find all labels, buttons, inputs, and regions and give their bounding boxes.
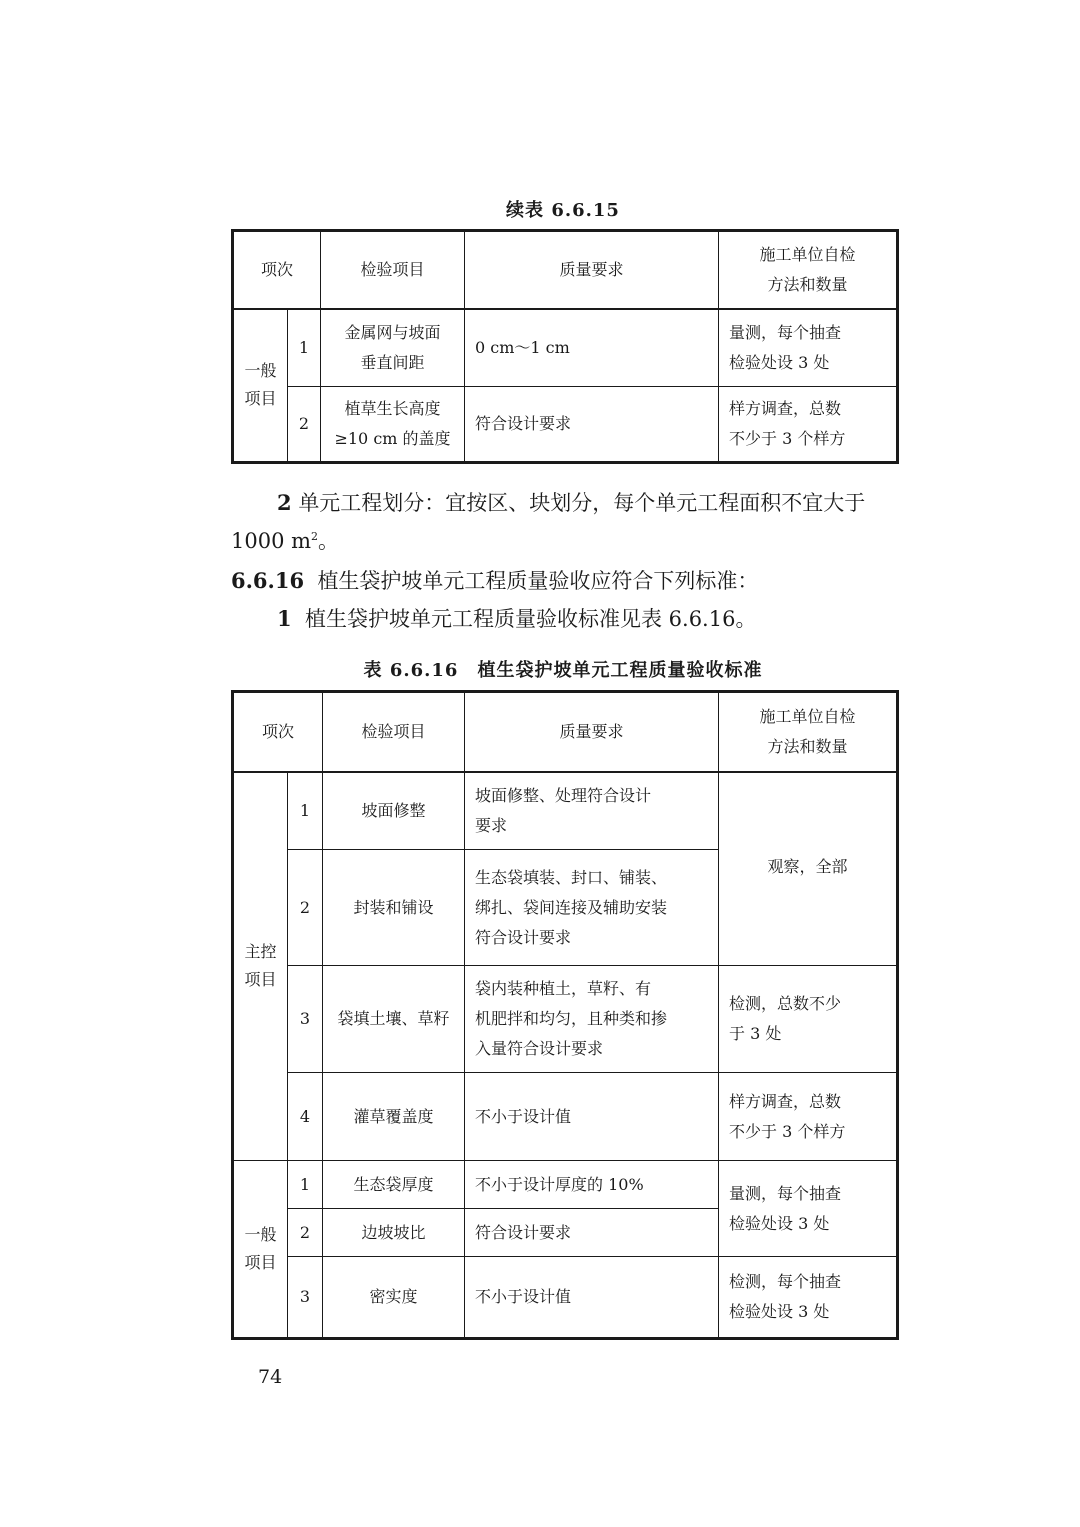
row-requirement: 袋内装种植土，草籽、有 机肥拌和均匀，且种类和掺 入量符合设计要求 (465, 966, 719, 1073)
row-method-shared: 观察，全部 (719, 772, 898, 966)
table-row (233, 1161, 898, 1209)
row-no: 2 (288, 850, 323, 966)
row-requirement: 生态袋填装、封口、铺装、 绑扎、袋间连接及辅助安装 符合设计要求 (465, 850, 719, 966)
row-method: 样方调查，总数 不少于 3 个样方 (719, 1073, 898, 1161)
table-row (233, 387, 898, 463)
header-quality-req: 质量要求 (465, 692, 719, 772)
row-requirement: 不小于设计值 (465, 1073, 719, 1161)
para-num: 1 (277, 606, 292, 631)
row-method-shared: 量测，每个抽查 检验处设 3 处 (719, 1161, 898, 1257)
paragraph-table-ref (231, 600, 897, 638)
row-no: 1 (288, 1161, 323, 1209)
row-item: 封装和铺设 (323, 850, 465, 966)
row-method: 检测，每个抽查 检验处设 3 处 (719, 1257, 898, 1339)
paragraph-clause-6-6-16 (231, 562, 897, 600)
row-no: 1 (288, 309, 321, 387)
row-item: 密实度 (323, 1257, 465, 1339)
header-quality-req: 质量要求 (465, 231, 719, 309)
row-requirement: 符合设计要求 (465, 387, 719, 463)
row-item: 袋填土壤、草籽 (323, 966, 465, 1073)
clause-num: 6.6.16 (231, 568, 305, 593)
row-method: 量测，每个抽查 检验处设 3 处 (719, 309, 898, 387)
para-text-end: 。 (318, 529, 340, 553)
row-no: 2 (288, 1209, 323, 1257)
row-requirement: 符合设计要求 (465, 1209, 719, 1257)
row-no: 1 (288, 772, 323, 850)
table1 (231, 229, 899, 464)
para-sup: 2 (311, 530, 319, 543)
row-no: 2 (288, 387, 321, 463)
row-method: 检测，总数不少 于 3 处 (719, 966, 898, 1073)
row-requirement: 不小于设计值 (465, 1257, 719, 1339)
row-requirement: 坡面修整、处理符合设计 要求 (465, 772, 719, 850)
header-item-no: 项次 (233, 692, 323, 772)
table-row (233, 772, 898, 850)
row-requirement: 0 cm～1 cm (465, 309, 719, 387)
table1-caption: 续表 6.6.15 (506, 200, 620, 221)
section-general: 一般 项目 (233, 1161, 288, 1339)
table2-caption: 表 6.6.16 植生袋护坡单元工程质量验收标准 (363, 660, 763, 681)
page-number: 74 (258, 1366, 283, 1388)
header-method: 施工单位自检 方法和数量 (719, 692, 898, 772)
row-item: 金属网与坡面 垂直间距 (321, 309, 465, 387)
table-row (233, 966, 898, 1073)
header-check-item: 检验项目 (321, 231, 465, 309)
table-row (233, 309, 898, 387)
clause-text: 植生袋护坡单元工程质量验收应符合下列标准： (317, 569, 759, 593)
header-method: 施工单位自检 方法和数量 (719, 231, 898, 309)
header-check-item: 检验项目 (323, 692, 465, 772)
row-no: 3 (288, 966, 323, 1073)
header-item-no: 项次 (233, 231, 321, 309)
section-main-control: 主控 项目 (233, 772, 288, 1161)
paragraph-unit-division (231, 484, 897, 560)
section-general: 一般 项目 (233, 309, 288, 463)
row-item: 生态袋厚度 (323, 1161, 465, 1209)
para-text: 植生袋护坡单元工程质量验收标准见表 6.6.16。 (304, 607, 757, 631)
row-method: 样方调查，总数 不少于 3 个样方 (719, 387, 898, 463)
table-row (233, 1257, 898, 1339)
table2 (231, 690, 899, 1340)
row-item: 边坡坡比 (323, 1209, 465, 1257)
row-item: 植草生长高度 ≥10 cm 的盖度 (321, 387, 465, 463)
row-requirement: 不小于设计厚度的 10% (465, 1161, 719, 1209)
row-item: 坡面修整 (323, 772, 465, 850)
para-num: 2 (277, 490, 292, 515)
row-no: 4 (288, 1073, 323, 1161)
row-no: 3 (288, 1257, 323, 1339)
para-text: 单元工程划分：宜按区、块划分，每个单元工程面积不宜大于 1000 m (231, 491, 866, 553)
table-row (233, 1073, 898, 1161)
row-item: 灌草覆盖度 (323, 1073, 465, 1161)
